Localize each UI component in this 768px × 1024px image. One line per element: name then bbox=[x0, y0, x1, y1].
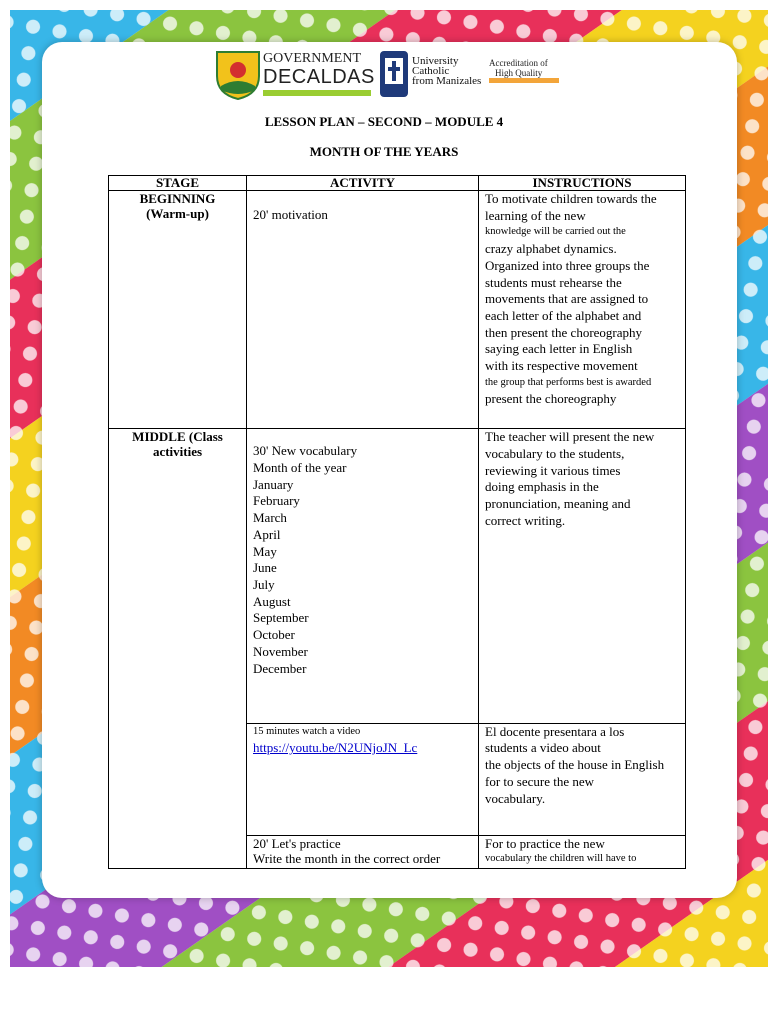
university-name: University Catholic from Manizales bbox=[412, 55, 482, 87]
high-quality-label: High Quality bbox=[495, 68, 543, 78]
lesson-plan-table bbox=[108, 175, 686, 869]
page-title: LESSON PLAN – SECOND – MODULE 4 bbox=[264, 114, 504, 129]
instructions-video: El docente presentara a los students a video about the objects of the house in English for to secure the new vocabulary. bbox=[479, 723, 686, 835]
government-shield-icon bbox=[215, 50, 261, 100]
government-strip bbox=[263, 90, 371, 96]
activity-video: 15 minutes watch a video https://youtu.be/N2UNjoJN_Lc bbox=[247, 723, 479, 835]
activity-practice: 20' Let's practice Write the month in the correct order bbox=[247, 835, 479, 868]
decaldas-label: DECALDAS bbox=[263, 66, 375, 88]
column-header-instructions: INSTRUCTIONS bbox=[479, 176, 686, 191]
video-link[interactable]: https://youtu.be/N2UNjoJN_Lc bbox=[253, 740, 418, 756]
table-row bbox=[109, 429, 686, 723]
stage-beginning: BEGINNING (Warm-up) bbox=[109, 191, 247, 429]
instructions-vocabulary: The teacher will present the new vocabulary to the students, reviewing it various times doing emphasis in the pronunciation, meaning and correct writing. bbox=[479, 429, 686, 723]
column-header-activity: ACTIVITY bbox=[247, 176, 479, 191]
page-subtitle: MONTH OF THE YEARS bbox=[309, 144, 459, 159]
table-row bbox=[109, 191, 686, 429]
accreditation-label: Accreditation of bbox=[489, 58, 548, 68]
column-header-stage: STAGE bbox=[109, 176, 247, 191]
government-label: GOVERNMENT bbox=[263, 51, 361, 66]
university-crest-icon bbox=[379, 50, 409, 98]
instructions-practice: For to practice the new vocabulary the children will have to bbox=[479, 835, 686, 868]
stage-middle: MIDDLE (Class activities bbox=[109, 429, 247, 869]
table-header-row bbox=[109, 176, 686, 191]
activity-motivation: 20' motivation bbox=[247, 191, 479, 429]
instructions-beginning: To motivate children towards the learning of the new knowledge will be carried out the crazy alphabet dynamics. Organized into three groups the students must rehearse the movements that are assigned to each letter of the alphabet and then present the choreography saying each letter in English with its respective movement the group that performs best is awarded present the choreography bbox=[479, 191, 686, 429]
accreditation-bar bbox=[489, 78, 559, 83]
header-logos bbox=[215, 48, 575, 104]
activity-vocabulary: 30' New vocabulary Month of the year January February March April May June July August September October November December bbox=[247, 429, 479, 723]
